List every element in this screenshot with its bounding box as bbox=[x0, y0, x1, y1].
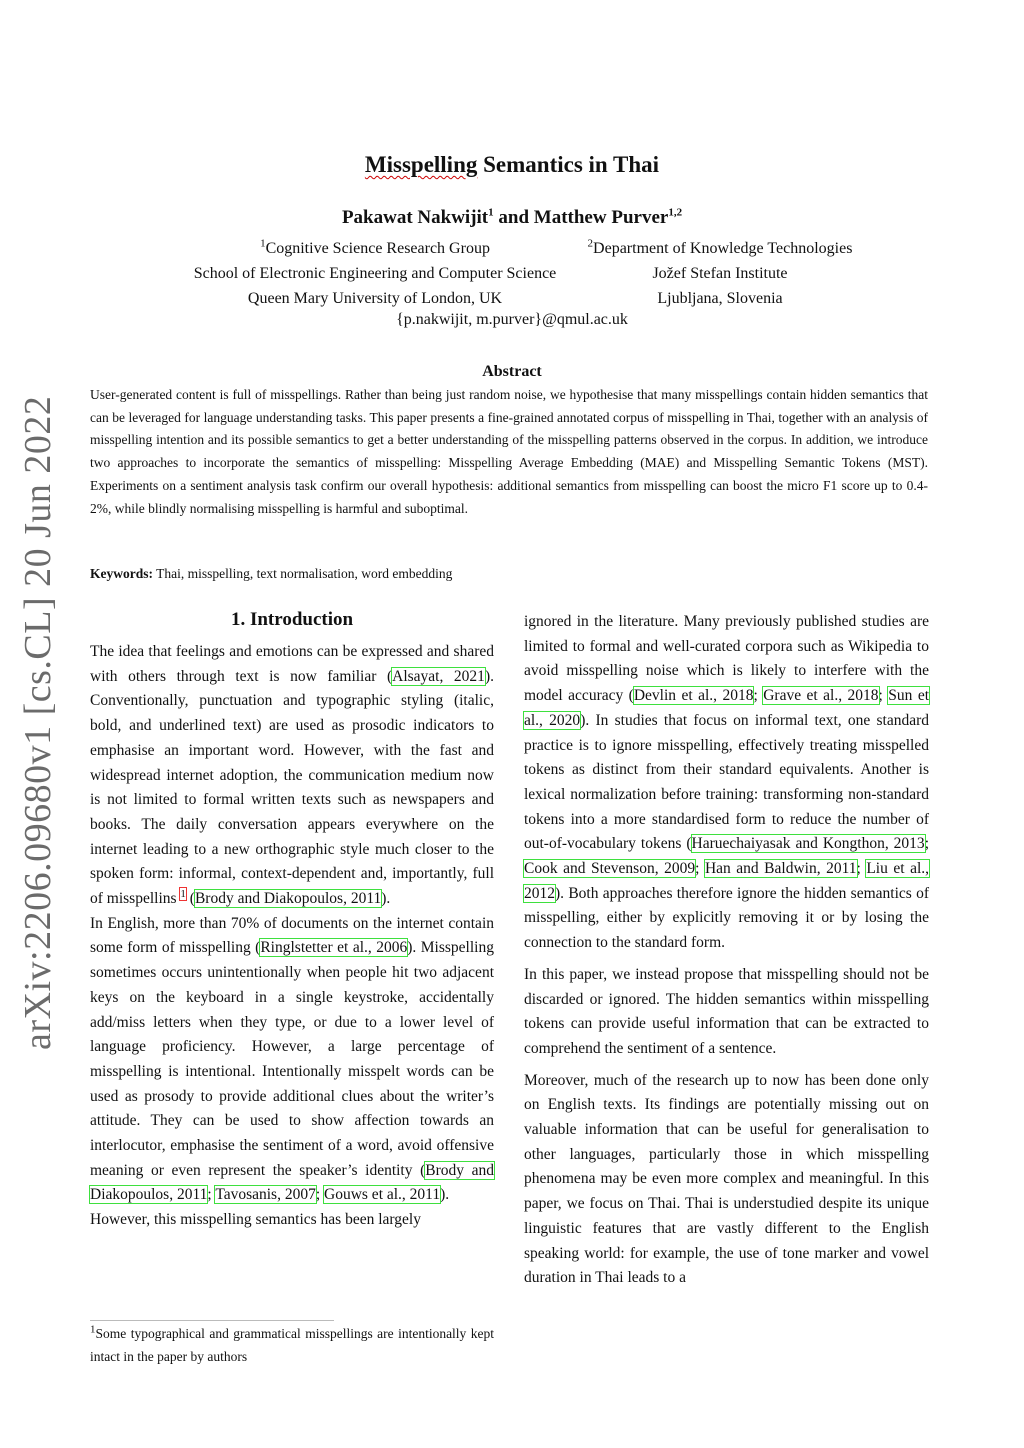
affiliation-1 bbox=[150, 236, 600, 311]
citation-link[interactable]: Haruechaiyasak and Kongthon, 2013 bbox=[691, 835, 925, 853]
text-run: ; bbox=[924, 835, 929, 853]
text-run: In English, more than 70% of documents on the internet contain some form of misspelling ( bbox=[90, 914, 494, 957]
footnote-divider bbox=[90, 1320, 334, 1321]
right-column bbox=[524, 610, 929, 1291]
abstract-body: User-generated content is full of misspellings. Rather than being just random noise, we hypothesise that many misspellings contain hidden semantics that can be leveraged for language understanding tasks. This paper presents a fine-grained annotated corpus of misspelling in Thai, together with an analysis of misspelling intention and its possible semantics to get a better understanding of the misspelling patterns observed in the corpus. In addition, we introduce two approaches to incorporate the semantics of misspelling: Misspelling Average Embedding (MAE) and Misspelling Semantic Tokens (MST). Experiments on a sentiment analysis task confirm our overall hypothesis: additional semantics from misspelling can boost the micro F1 score up to 0.4-2%, while blindly normalising misspelling is harmful and suboptimal. bbox=[90, 387, 928, 516]
affiliation-1-line3: Queen Mary University of London, UK bbox=[247, 290, 503, 307]
left-column bbox=[90, 640, 494, 1233]
text-run: ). Conventionally, punctuation and typographic styling (italic, bold, and underlined text) are used as prosodic indicators to emphasise an important word. However, with the fast and widespread internet adoption, the communication medium now is not limited to formal written texts such as newspapers and books. The daily conversation appears everywhere on the internet leading to a new orthographic style much closer to the spoken form: informal, context-dependent and, importantly, full of misspellins bbox=[90, 667, 494, 908]
citation-link[interactable]: Grave et al., 2018 bbox=[763, 687, 879, 705]
text-run: The idea that feelings and emotions can be expressed and shared with others through text is now familiar ( bbox=[90, 643, 494, 685]
paragraph: In this paper, we instead propose that misspelling should not be discarded or ignored. The hidden semantics within misspelling tokens can provide useful information that can be extracted to comprehend the sentiment of a sentence. bbox=[524, 965, 929, 1057]
text-run: ). Both approaches therefore ignore the hidden semantics of misspelling, either by explicitly removing it or by losing the connection to the standard form. bbox=[524, 884, 929, 952]
citation-link[interactable]: Cook and Stevenson, 2009 bbox=[524, 860, 696, 878]
citation-link[interactable]: Brody and Diakopoulos, 2011 bbox=[90, 1161, 494, 1204]
text-run: ). bbox=[381, 890, 391, 908]
section-heading: 1. Introduction bbox=[230, 609, 354, 630]
citation-link[interactable]: Devlin et al., 2018 bbox=[633, 687, 754, 705]
text-run: ). In studies that focus on informal text, one standard practice is to ignore misspelling, effectively treating misspelled tokens as distinct from their standard equivalents. Another is lexical normalization before training: transforming non-standard tokens into a more standardised form to reduce the number of out-of-vocabulary tokens ( bbox=[524, 711, 930, 853]
text-run: ; bbox=[315, 1186, 325, 1204]
keywords-label: Keywords: bbox=[90, 566, 153, 581]
footnote bbox=[90, 1323, 494, 1368]
author-1: Pakawat Nakwijit bbox=[341, 207, 489, 228]
author-2: and Matthew Purver bbox=[493, 207, 669, 228]
affiliation-2 bbox=[560, 236, 880, 311]
citation-link[interactable]: Gouws et al., 2011 bbox=[324, 1186, 441, 1204]
paragraph bbox=[90, 912, 494, 1208]
affiliation-1-mark: 1 bbox=[260, 237, 266, 250]
keywords-text: Thai, misspelling, text normalisation, word embedding bbox=[153, 566, 453, 581]
keywords bbox=[90, 566, 928, 582]
paper-title bbox=[0, 152, 1024, 178]
author-2-affil-mark: 1,2 bbox=[668, 206, 683, 219]
text-run: ; bbox=[753, 687, 764, 705]
text-run: ( bbox=[185, 890, 195, 908]
affiliation-2-mark: 2 bbox=[587, 237, 594, 250]
text-run: ). Misspelling sometimes occurs unintentionally when people hit two adjacent keys on the keyboard in a single keystroke, accidentally add/miss letters when they type, or due to a lower level of language proficiency. However, a large percentage of misspelling is intentional. Intentionally misspelt words can be used as prosody to provide additional clues about the writer’s attitude. They can be used to show affection towards an interlocutor, emphasise the sentiment of a word, avoid offensive meaning or even represent the speaker’s identity ( bbox=[90, 939, 494, 1179]
author-line bbox=[0, 207, 1024, 229]
citation-link[interactable]: Alsayat, 2021 bbox=[392, 667, 485, 685]
author-1-affil-mark: 1 bbox=[488, 206, 494, 219]
citation-link[interactable]: Liu et al., 2012 bbox=[524, 860, 930, 902]
citation-link[interactable]: Ringlstetter et al., 2006 bbox=[260, 939, 408, 957]
affiliation-2-line2: Jožef Stefan Institute bbox=[652, 265, 788, 282]
abstract-heading: Abstract bbox=[482, 363, 542, 380]
affiliation-2-line1: Department of Knowledge Technologies bbox=[593, 240, 853, 257]
paragraph: Moreover, much of the research up to now has been done only on English texts. Its findings are potentially missing out on valuable information that can be useful for generalisation to other languages, particularly those in which misspelling phenomena may be even more complex and meaningful. In this paper, we focus on Thai. Thai is understudied despite its unique linguistic features that are vastly different to the English speaking world: for example, the use of tone marker and vowel duration in Thai leads to a bbox=[524, 1071, 929, 1287]
text-run: ; bbox=[695, 860, 705, 878]
footnote-link[interactable]: 1 bbox=[180, 887, 186, 900]
text-run: ; bbox=[856, 860, 867, 878]
citation-link[interactable]: Tavosanis, 2007 bbox=[215, 1186, 316, 1204]
arxiv-sidebar-stamp: arXiv:2206.09680v1 [cs.CL] 20 Jun 2022 bbox=[17, 395, 59, 1050]
text-run: ; bbox=[207, 1186, 216, 1204]
title-misspelled-word: Misspelling bbox=[364, 152, 478, 177]
citation-link[interactable]: Sun et al., 2020 bbox=[524, 687, 930, 729]
paragraph bbox=[524, 610, 929, 956]
author-email: {p.nakwijit, m.purver}@qmul.ac.uk bbox=[396, 311, 628, 328]
citation-link[interactable]: Han and Baldwin, 2011 bbox=[704, 860, 857, 878]
affiliation-2-line3: Ljubljana, Slovenia bbox=[657, 290, 783, 307]
title-rest: Semantics in Thai bbox=[477, 152, 660, 177]
affiliation-1-line1: Cognitive Science Research Group bbox=[265, 240, 490, 257]
text-run: ; bbox=[878, 687, 889, 705]
paragraph: However, this misspelling semantics has been largely bbox=[90, 1211, 421, 1229]
paragraph bbox=[90, 640, 494, 912]
footnote-text: Some typographical and grammatical misspellings are intentionally kept intact in the paper by authors bbox=[90, 1326, 494, 1364]
text-run: ignored in the literature. Many previously published studies are limited to formal and well-curated corpora such as Wikipedia to avoid misspelling noise which is likely to interfere with the model accuracy ( bbox=[524, 613, 929, 705]
footnote-mark: 1 bbox=[90, 1323, 96, 1336]
text-run: ). bbox=[440, 1186, 450, 1204]
citation-link[interactable]: Brody and Diakopoulos, 2011 bbox=[194, 890, 382, 908]
affiliation-1-line2: School of Electronic Engineering and Computer Science bbox=[193, 265, 557, 282]
